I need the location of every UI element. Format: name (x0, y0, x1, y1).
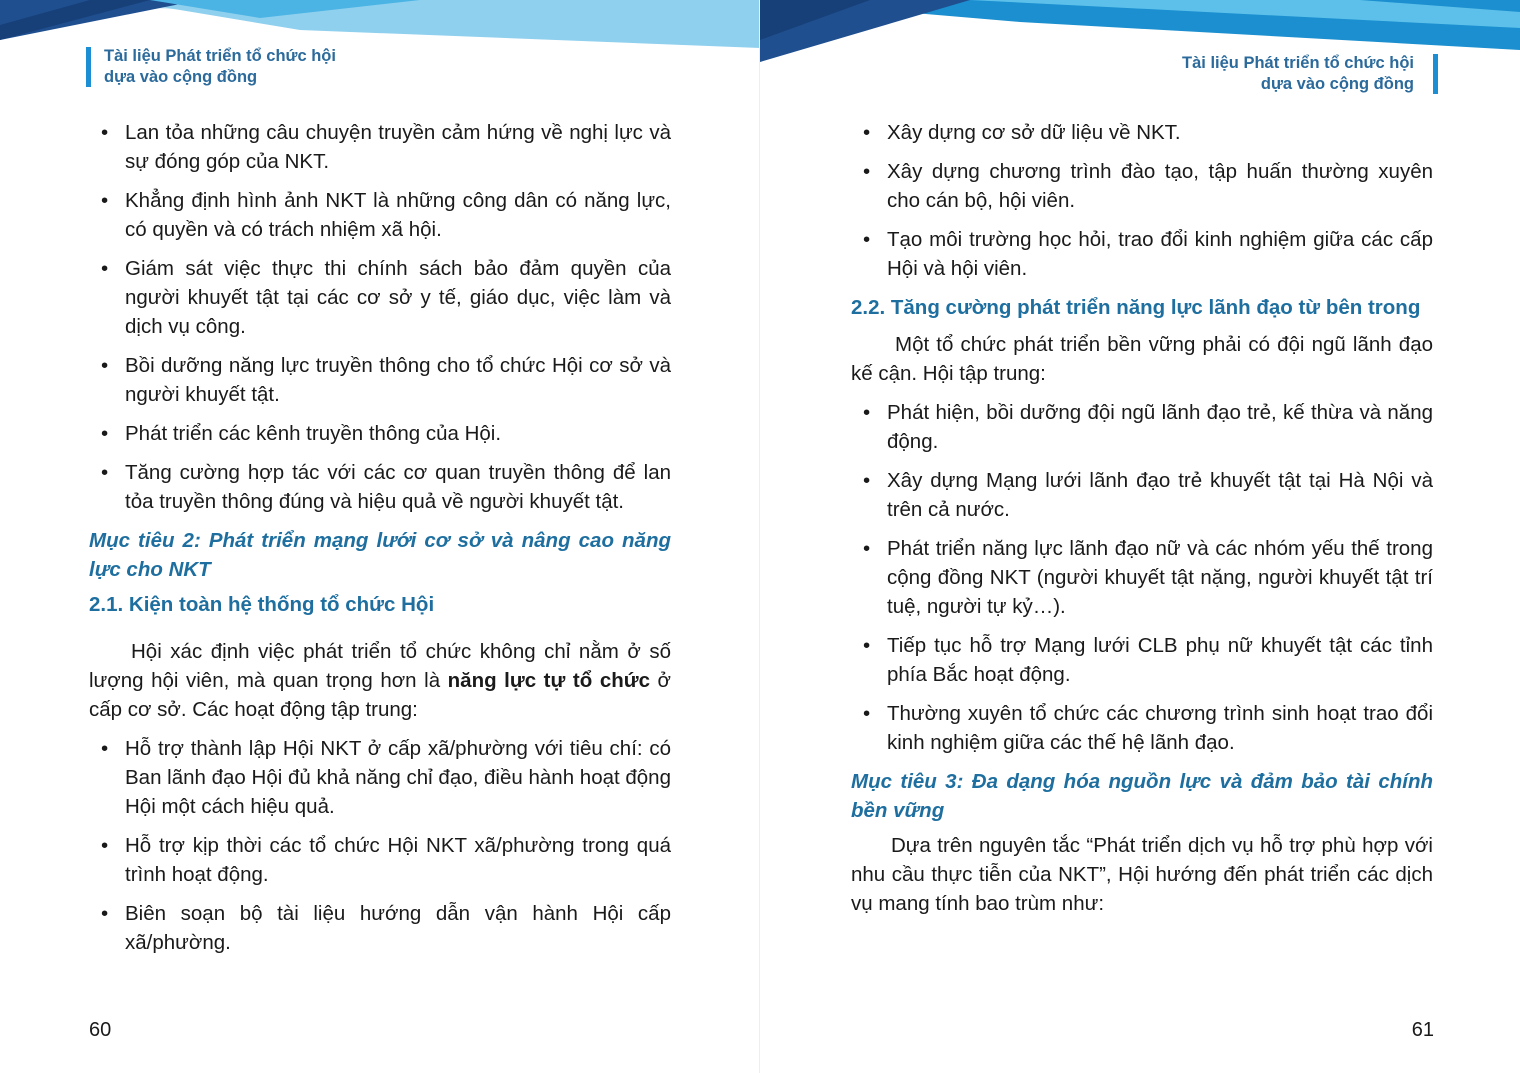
goal-heading: Mục tiêu 2: Phát triển mạng lưới cơ sở và nâng cao năng lực cho NKT (89, 529, 671, 581)
page-number: 60 (89, 1019, 112, 1041)
right-page-content (851, 118, 1433, 928)
paragraph: Một tổ chức phát triển bền vững phải có đội ngũ lãnh đạo kế cận. Hội tập trung: (851, 333, 1433, 385)
list-item: • Giám sát việc thực thi chính sách bảo đảm quyền của người khuyết tật tại các cơ sở y tế, giáo dục, việc làm và dịch vụ công. (89, 254, 671, 341)
list-item: • Bồi dưỡng năng lực truyền thông cho tổ chức Hội cơ sở và người khuyết tật. (89, 351, 671, 409)
list-item: • Thường xuyên tổ chức các chương trình sinh hoạt trao đổi kinh nghiệm giữa các thế hệ lãnh đạo. (851, 699, 1433, 757)
running-header-line-2: dựa vào cộng đồng (1260, 75, 1414, 93)
list-item: • Xây dựng cơ sở dữ liệu về NKT. (851, 118, 1433, 147)
goal-heading: Mục tiêu 3: Đa dạng hóa nguồn lực và đảm bảo tài chính bền vững (851, 770, 1433, 822)
running-header-line-1: Tài liệu Phát triển tổ chức hội (104, 47, 336, 65)
list-item: • Tiếp tục hỗ trợ Mạng lưới CLB phụ nữ khuyết tật các tỉnh phía Bắc hoạt động. (851, 631, 1433, 689)
list-item: • Xây dựng Mạng lưới lãnh đạo trẻ khuyết tật tại Hà Nội và trên cả nước. (851, 466, 1433, 524)
bullet-list (851, 398, 1433, 757)
list-item: • Hỗ trợ kịp thời các tổ chức Hội NKT xã/phường trong quá trình hoạt động. (89, 831, 671, 889)
paragraph-text: ở cấp cơ sở. Các hoạt động tập trung: (89, 669, 671, 721)
paragraph: Dựa trên nguyên tắc “Phát triển dịch vụ hỗ trợ phù hợp với nhu cầu thực tiễn của NKT”, Hội hướng đến phát triển các dịch vụ mang tính bao trùm như: (851, 834, 1433, 915)
header-accent-bar (86, 47, 91, 87)
bullet-list (851, 118, 1433, 283)
left-page-content (89, 118, 671, 967)
list-item: • Hỗ trợ thành lập Hội NKT ở cấp xã/phường với tiêu chí: có Ban lãnh đạo Hội đủ khả năng chỉ đạo, điều hành hoạt động Hội một cách hiệu quả. (89, 734, 671, 821)
running-header-line-1: Tài liệu Phát triển tổ chức hội (1182, 54, 1414, 72)
list-item: • Khẳng định hình ảnh NKT là những công dân có năng lực, có quyền và có trách nhiệm xã hội. (89, 186, 671, 244)
running-header-line-2: dựa vào cộng đồng (104, 68, 258, 86)
right-page (760, 0, 1520, 1073)
list-item: • Xây dựng chương trình đào tạo, tập huấn thường xuyên cho cán bộ, hội viên. (851, 157, 1433, 215)
list-item: • Biên soạn bộ tài liệu hướng dẫn vận hành Hội cấp xã/phường. (89, 899, 671, 957)
list-item: • Phát triển các kênh truyền thông của Hội. (89, 419, 671, 448)
section-heading: 2.2. Tăng cường phát triển năng lực lãnh đạo từ bên trong (851, 296, 1421, 319)
list-item: • Phát triển năng lực lãnh đạo nữ và các nhóm yếu thế trong cộng đồng NKT (người khuyết tật nặng, người khuyết tật trí tuệ, người tự kỷ…). (851, 534, 1433, 621)
header-accent-bar (1433, 54, 1438, 94)
emphasis-text: năng lực tự tổ chức (447, 669, 650, 692)
page-number: 61 (1411, 1019, 1434, 1041)
list-item: • Lan tỏa những câu chuyện truyền cảm hứng về nghị lực và sự đóng góp của NKT. (89, 118, 671, 176)
list-item: • Tạo môi trường học hỏi, trao đổi kinh nghiệm giữa các cấp Hội và hội viên. (851, 225, 1433, 283)
section-heading: 2.1. Kiện toàn hệ thống tổ chức Hội (89, 593, 435, 616)
list-item: • Phát hiện, bồi dưỡng đội ngũ lãnh đạo trẻ, kế thừa và năng động. (851, 398, 1433, 456)
bullet-list (89, 118, 671, 516)
running-header (1182, 53, 1414, 95)
running-header (104, 46, 336, 88)
paragraph (89, 637, 671, 724)
list-item: • Tăng cường hợp tác với các cơ quan truyền thông để lan tỏa truyền thông đúng và hiệu quả về người khuyết tật. (89, 458, 671, 516)
bullet-list (89, 734, 671, 957)
paragraph-text: Hội xác định việc phát triển tổ chức không chỉ nằm ở số lượng hội viên, mà quan trọng hơn là (89, 640, 671, 692)
